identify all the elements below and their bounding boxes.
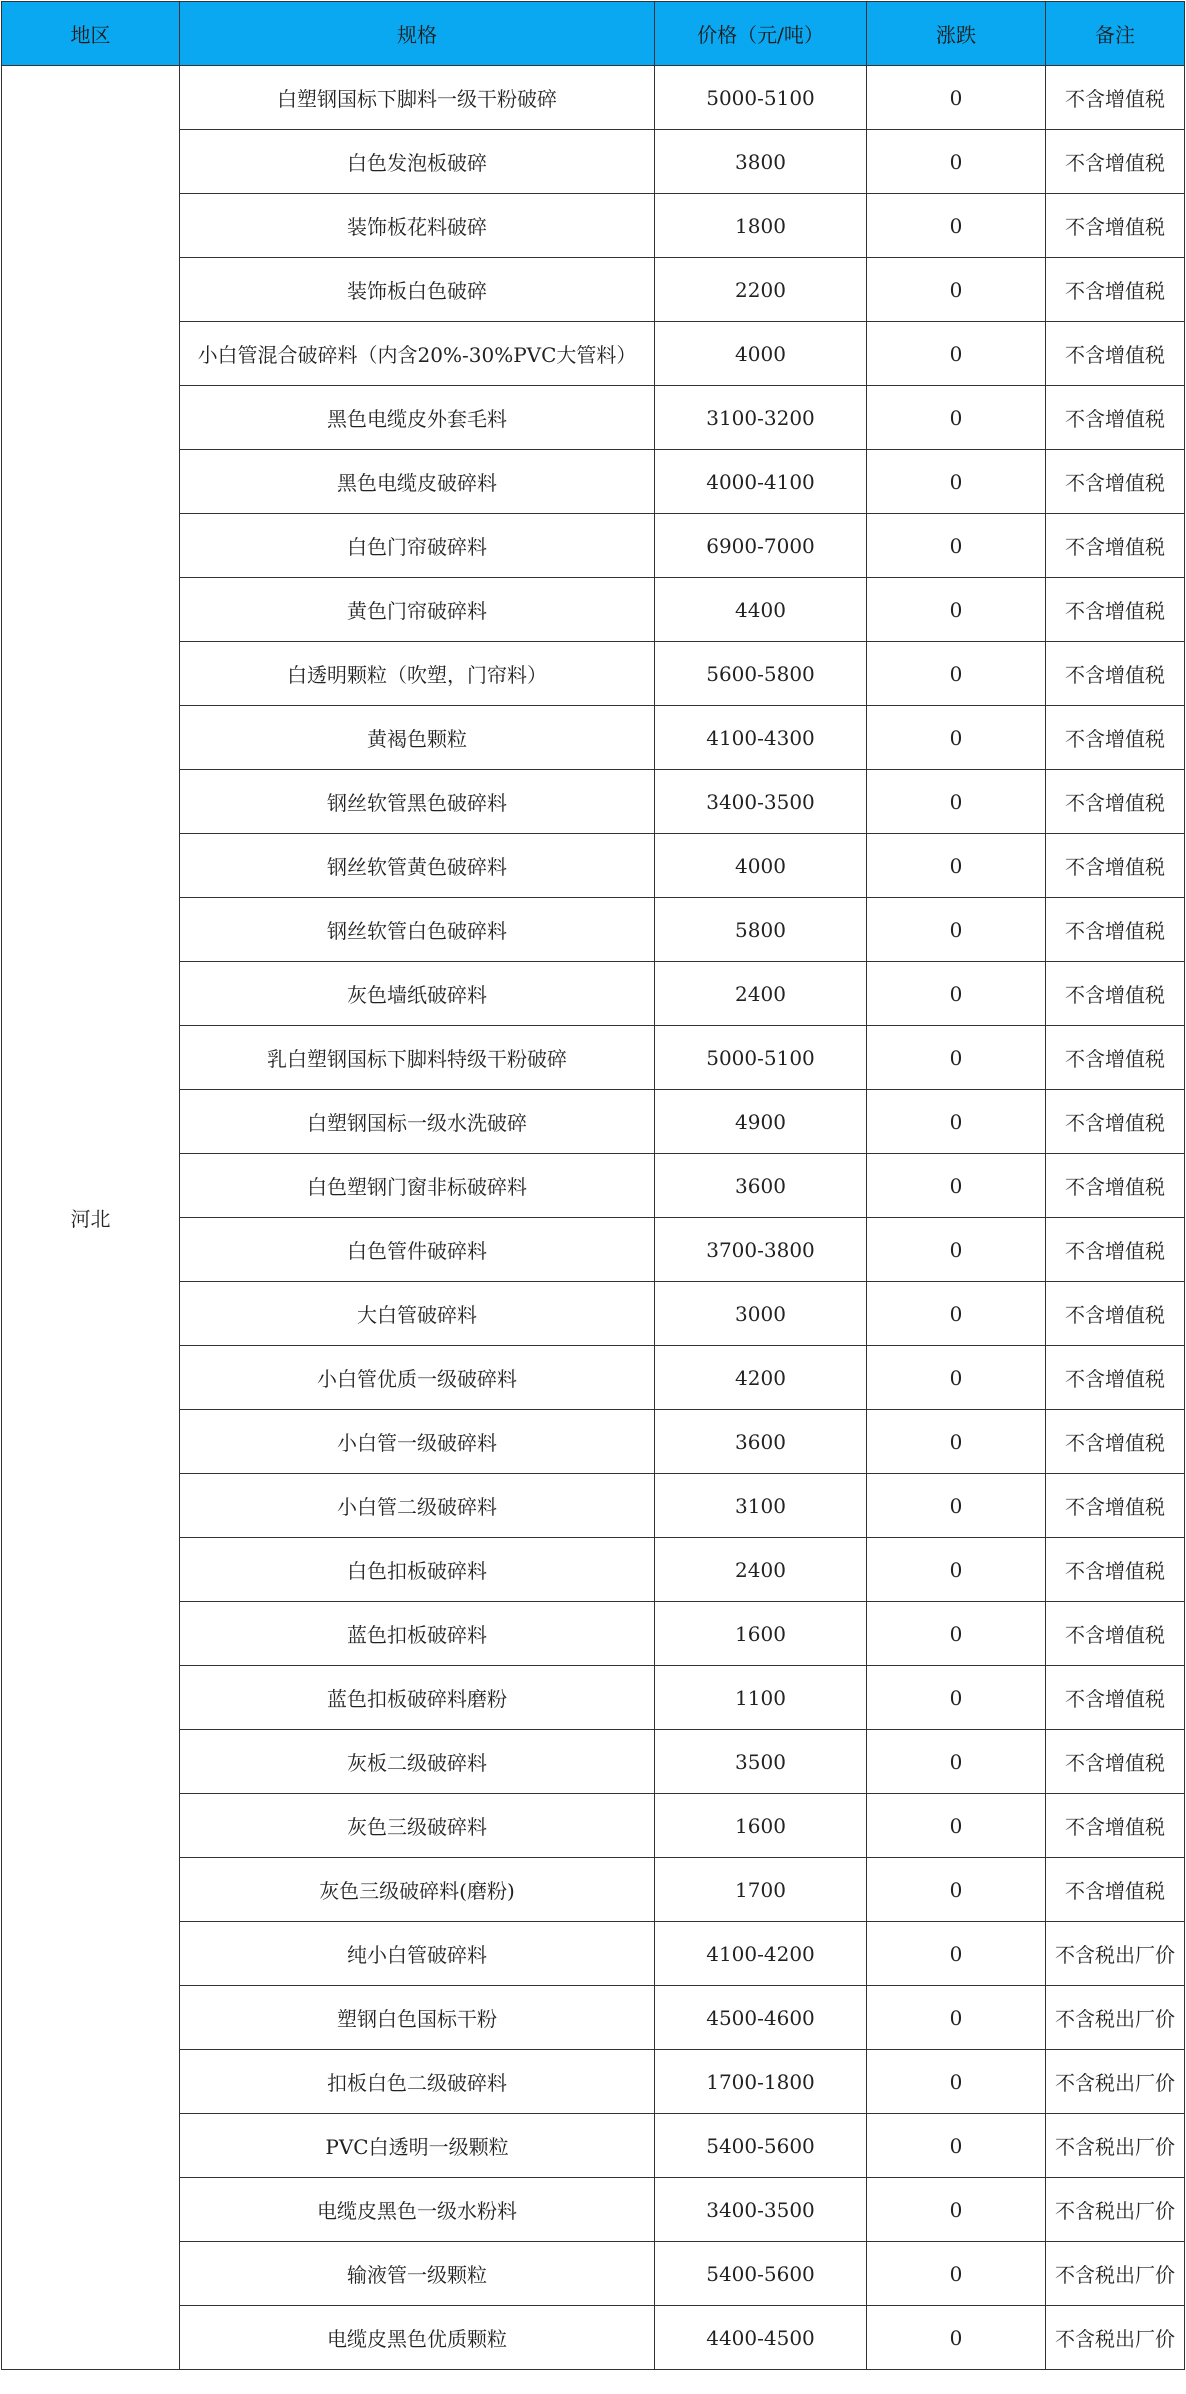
price-cell: 5800 — [655, 898, 867, 962]
spec-cell: 扣板白色二级破碎料 — [180, 2050, 655, 2114]
note-cell: 不含增值税 — [1046, 1410, 1185, 1474]
header-note: 备注 — [1046, 2, 1185, 66]
table-row — [2, 386, 1185, 450]
note-cell: 不含税出厂价 — [1046, 1922, 1185, 1986]
note-cell: 不含增值税 — [1046, 642, 1185, 706]
note-cell: 不含增值税 — [1046, 386, 1185, 450]
price-cell: 2400 — [655, 962, 867, 1026]
note-cell: 不含增值税 — [1046, 1026, 1185, 1090]
price-cell: 3700-3800 — [655, 1218, 867, 1282]
note-cell: 不含增值税 — [1046, 258, 1185, 322]
change-cell: 0 — [867, 1602, 1046, 1666]
note-cell: 不含税出厂价 — [1046, 2178, 1185, 2242]
price-cell: 4000 — [655, 322, 867, 386]
table-row — [2, 1026, 1185, 1090]
table-row — [2, 1282, 1185, 1346]
spec-cell: 小白管二级破碎料 — [180, 1474, 655, 1538]
spec-cell: 白透明颗粒（吹塑，门帘料） — [180, 642, 655, 706]
change-cell: 0 — [867, 1410, 1046, 1474]
table-row — [2, 1986, 1185, 2050]
spec-cell: 白色塑钢门窗非标破碎料 — [180, 1154, 655, 1218]
spec-cell: 小白管混合破碎料（内含20%-30%PVC大管料） — [180, 322, 655, 386]
spec-cell: 小白管一级破碎料 — [180, 1410, 655, 1474]
note-cell: 不含增值税 — [1046, 130, 1185, 194]
note-cell: 不含增值税 — [1046, 1090, 1185, 1154]
price-cell: 4100-4200 — [655, 1922, 867, 1986]
change-cell: 0 — [867, 258, 1046, 322]
change-cell: 0 — [867, 1218, 1046, 1282]
change-cell: 0 — [867, 706, 1046, 770]
table-row — [2, 1730, 1185, 1794]
table-row — [2, 1922, 1185, 1986]
price-cell: 4900 — [655, 1090, 867, 1154]
change-cell: 0 — [867, 2178, 1046, 2242]
note-cell: 不含税出厂价 — [1046, 2050, 1185, 2114]
price-cell: 1600 — [655, 1794, 867, 1858]
table-row — [2, 66, 1185, 130]
table-row — [2, 1154, 1185, 1218]
note-cell: 不含增值税 — [1046, 1858, 1185, 1922]
spec-cell: 乳白塑钢国标下脚料特级干粉破碎 — [180, 1026, 655, 1090]
table-row — [2, 2178, 1185, 2242]
change-cell: 0 — [867, 1794, 1046, 1858]
spec-cell: 钢丝软管白色破碎料 — [180, 898, 655, 962]
header-price: 价格（元/吨） — [655, 2, 867, 66]
table-row — [2, 1218, 1185, 1282]
spec-cell: 电缆皮黑色一级水粉料 — [180, 2178, 655, 2242]
spec-cell: PVC白透明一级颗粒 — [180, 2114, 655, 2178]
table-row — [2, 706, 1185, 770]
price-cell: 4000-4100 — [655, 450, 867, 514]
spec-cell: 黑色电缆皮外套毛料 — [180, 386, 655, 450]
change-cell: 0 — [867, 1346, 1046, 1410]
price-cell: 1600 — [655, 1602, 867, 1666]
note-cell: 不含增值税 — [1046, 1602, 1185, 1666]
table-row — [2, 1858, 1185, 1922]
note-cell: 不含增值税 — [1046, 962, 1185, 1026]
price-cell: 5400-5600 — [655, 2242, 867, 2306]
spec-cell: 白色扣板破碎料 — [180, 1538, 655, 1602]
price-cell: 3800 — [655, 130, 867, 194]
price-cell: 6900-7000 — [655, 514, 867, 578]
spec-cell: 灰色三级破碎料(磨粉) — [180, 1858, 655, 1922]
change-cell: 0 — [867, 2242, 1046, 2306]
note-cell: 不含增值税 — [1046, 1666, 1185, 1730]
table-row — [2, 514, 1185, 578]
change-cell: 0 — [867, 1538, 1046, 1602]
change-cell: 0 — [867, 1026, 1046, 1090]
price-cell: 4000 — [655, 834, 867, 898]
price-cell: 4400-4500 — [655, 2306, 867, 2370]
table-row — [2, 578, 1185, 642]
price-cell: 5000-5100 — [655, 66, 867, 130]
price-cell: 3600 — [655, 1154, 867, 1218]
price-cell: 2400 — [655, 1538, 867, 1602]
table-row — [2, 1474, 1185, 1538]
spec-cell: 蓝色扣板破碎料磨粉 — [180, 1666, 655, 1730]
price-cell: 5600-5800 — [655, 642, 867, 706]
table-row — [2, 450, 1185, 514]
table-body — [2, 66, 1185, 2370]
note-cell: 不含增值税 — [1046, 514, 1185, 578]
note-cell: 不含增值税 — [1046, 1282, 1185, 1346]
change-cell: 0 — [867, 1666, 1046, 1730]
table-row — [2, 1538, 1185, 1602]
price-cell: 1800 — [655, 194, 867, 258]
note-cell: 不含增值税 — [1046, 1794, 1185, 1858]
change-cell: 0 — [867, 578, 1046, 642]
spec-cell: 小白管优质一级破碎料 — [180, 1346, 655, 1410]
change-cell: 0 — [867, 194, 1046, 258]
spec-cell: 塑钢白色国标干粉 — [180, 1986, 655, 2050]
change-cell: 0 — [867, 1090, 1046, 1154]
table-row — [2, 2114, 1185, 2178]
note-cell: 不含增值税 — [1046, 578, 1185, 642]
table-row — [2, 834, 1185, 898]
price-cell: 3000 — [655, 1282, 867, 1346]
change-cell: 0 — [867, 642, 1046, 706]
note-cell: 不含增值税 — [1046, 1730, 1185, 1794]
price-cell: 5400-5600 — [655, 2114, 867, 2178]
note-cell: 不含税出厂价 — [1046, 2306, 1185, 2370]
price-cell: 4500-4600 — [655, 1986, 867, 2050]
note-cell: 不含增值税 — [1046, 1346, 1185, 1410]
price-cell: 1100 — [655, 1666, 867, 1730]
spec-cell: 灰色三级破碎料 — [180, 1794, 655, 1858]
change-cell: 0 — [867, 962, 1046, 1026]
change-cell: 0 — [867, 386, 1046, 450]
table-row — [2, 130, 1185, 194]
price-table — [1, 1, 1185, 2370]
note-cell: 不含增值税 — [1046, 834, 1185, 898]
change-cell: 0 — [867, 1154, 1046, 1218]
table-row — [2, 1090, 1185, 1154]
change-cell: 0 — [867, 514, 1046, 578]
note-cell: 不含税出厂价 — [1046, 2242, 1185, 2306]
table-row — [2, 642, 1185, 706]
change-cell: 0 — [867, 66, 1046, 130]
price-cell: 4100-4300 — [655, 706, 867, 770]
price-cell: 3100 — [655, 1474, 867, 1538]
price-cell: 3100-3200 — [655, 386, 867, 450]
change-cell: 0 — [867, 834, 1046, 898]
price-cell: 4400 — [655, 578, 867, 642]
note-cell: 不含增值税 — [1046, 322, 1185, 386]
change-cell: 0 — [867, 2306, 1046, 2370]
spec-cell: 装饰板花料破碎 — [180, 194, 655, 258]
spec-cell: 灰色墙纸破碎料 — [180, 962, 655, 1026]
spec-cell: 钢丝软管黄色破碎料 — [180, 834, 655, 898]
spec-cell: 蓝色扣板破碎料 — [180, 1602, 655, 1666]
note-cell: 不含税出厂价 — [1046, 1986, 1185, 2050]
spec-cell: 输液管一级颗粒 — [180, 2242, 655, 2306]
note-cell: 不含增值税 — [1046, 1474, 1185, 1538]
change-cell: 0 — [867, 1730, 1046, 1794]
price-cell: 4200 — [655, 1346, 867, 1410]
table-row — [2, 1410, 1185, 1474]
note-cell: 不含增值税 — [1046, 706, 1185, 770]
change-cell: 0 — [867, 2050, 1046, 2114]
table-row — [2, 2242, 1185, 2306]
table-row — [2, 962, 1185, 1026]
change-cell: 0 — [867, 770, 1046, 834]
price-cell: 1700-1800 — [655, 2050, 867, 2114]
note-cell: 不含增值税 — [1046, 1154, 1185, 1218]
note-cell: 不含增值税 — [1046, 66, 1185, 130]
note-cell: 不含增值税 — [1046, 1218, 1185, 1282]
spec-cell: 电缆皮黑色优质颗粒 — [180, 2306, 655, 2370]
spec-cell: 纯小白管破碎料 — [180, 1922, 655, 1986]
change-cell: 0 — [867, 1986, 1046, 2050]
note-cell: 不含增值税 — [1046, 1538, 1185, 1602]
table-row — [2, 258, 1185, 322]
price-cell: 5000-5100 — [655, 1026, 867, 1090]
spec-cell: 灰板二级破碎料 — [180, 1730, 655, 1794]
spec-cell: 黄褐色颗粒 — [180, 706, 655, 770]
table-row — [2, 1346, 1185, 1410]
spec-cell: 白色门帘破碎料 — [180, 514, 655, 578]
spec-cell: 白塑钢国标一级水洗破碎 — [180, 1090, 655, 1154]
table-row — [2, 1602, 1185, 1666]
change-cell: 0 — [867, 450, 1046, 514]
spec-cell: 白塑钢国标下脚料一级干粉破碎 — [180, 66, 655, 130]
change-cell: 0 — [867, 1858, 1046, 1922]
table-row — [2, 898, 1185, 962]
table-row — [2, 1666, 1185, 1730]
note-cell: 不含增值税 — [1046, 450, 1185, 514]
price-cell: 1700 — [655, 1858, 867, 1922]
price-cell: 3600 — [655, 1410, 867, 1474]
header-row — [2, 2, 1185, 66]
spec-cell: 钢丝软管黑色破碎料 — [180, 770, 655, 834]
spec-cell: 黑色电缆皮破碎料 — [180, 450, 655, 514]
change-cell: 0 — [867, 2114, 1046, 2178]
table-header — [2, 2, 1185, 66]
note-cell: 不含增值税 — [1046, 194, 1185, 258]
table-row — [2, 194, 1185, 258]
spec-cell: 装饰板白色破碎 — [180, 258, 655, 322]
header-region: 地区 — [2, 2, 180, 66]
price-cell: 3500 — [655, 1730, 867, 1794]
price-cell: 2200 — [655, 258, 867, 322]
change-cell: 0 — [867, 1474, 1046, 1538]
spec-cell: 白色管件破碎料 — [180, 1218, 655, 1282]
note-cell: 不含增值税 — [1046, 898, 1185, 962]
note-cell: 不含税出厂价 — [1046, 2114, 1185, 2178]
spec-cell: 黄色门帘破碎料 — [180, 578, 655, 642]
price-cell: 3400-3500 — [655, 770, 867, 834]
change-cell: 0 — [867, 1282, 1046, 1346]
change-cell: 0 — [867, 1922, 1046, 1986]
table-row — [2, 1794, 1185, 1858]
region-cell: 河北 — [2, 66, 180, 2370]
spec-cell: 大白管破碎料 — [180, 1282, 655, 1346]
note-cell: 不含增值税 — [1046, 770, 1185, 834]
spec-cell: 白色发泡板破碎 — [180, 130, 655, 194]
table-row — [2, 770, 1185, 834]
table-row — [2, 2050, 1185, 2114]
change-cell: 0 — [867, 130, 1046, 194]
change-cell: 0 — [867, 322, 1046, 386]
header-spec: 规格 — [180, 2, 655, 66]
table-row — [2, 322, 1185, 386]
price-cell: 3400-3500 — [655, 2178, 867, 2242]
header-change: 涨跌 — [867, 2, 1046, 66]
change-cell: 0 — [867, 898, 1046, 962]
table-row — [2, 2306, 1185, 2370]
